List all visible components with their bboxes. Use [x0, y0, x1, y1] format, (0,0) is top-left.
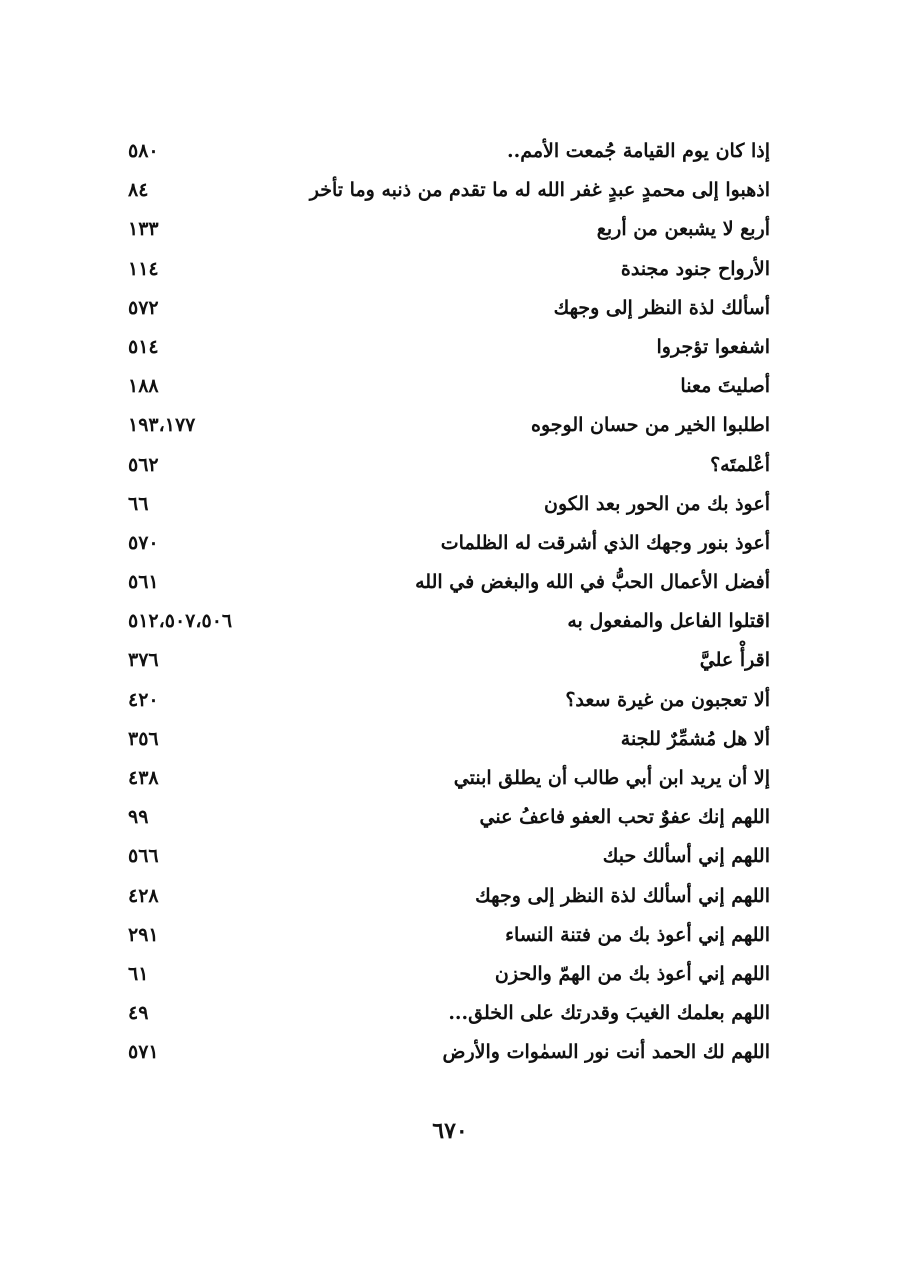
index-entry: [120, 252, 770, 291]
entry-text: اللهم لك الحمد أنت نور السمٰوات والأرض: [442, 1041, 770, 1064]
index-entry: [120, 1035, 770, 1074]
index-entry: [120, 800, 770, 839]
page-number: ٦٧٠: [432, 1118, 468, 1144]
entry-page-numbers: ١١٤: [128, 257, 159, 280]
entry-page-numbers: ٦١: [128, 962, 149, 985]
index-entry: [120, 448, 770, 487]
entry-page-numbers: ٤٢٠: [128, 688, 159, 711]
index-entry: [120, 134, 770, 173]
entry-page-numbers: ٤٣٨: [128, 767, 159, 789]
entry-text: أسألك لذة النظر إلى وجهك: [553, 296, 770, 319]
index-entry: [120, 369, 770, 408]
entry-page-numbers: ١٨٨: [128, 375, 159, 398]
entry-text: إلا أن يريد ابن أبي طالب أن يطلق ابنتي: [453, 767, 770, 789]
index-entry: [120, 604, 770, 643]
entry-text: أربع لا يشبعن من أربع: [596, 218, 770, 241]
entry-page-numbers: ٢٩١: [128, 923, 159, 946]
index-entry: [120, 683, 770, 722]
entry-page-numbers: ٥٨٠: [128, 140, 159, 162]
index-entry: [120, 879, 770, 918]
index-entry: [120, 996, 770, 1035]
entry-page-numbers: ٥٦٦: [128, 845, 159, 868]
index-entry: [120, 839, 770, 878]
entry-text: أعْلمتَه؟: [710, 453, 770, 476]
entry-page-numbers: ٩٩: [128, 806, 149, 829]
index-entry: [120, 212, 770, 251]
index-entry: [120, 330, 770, 369]
entry-text: اللهم إني أسألك حبك: [602, 845, 770, 868]
entry-page-numbers: ٤٢٨: [128, 884, 159, 907]
entry-text: اللهم إني أعوذ بك من فتنة النساء: [505, 923, 770, 946]
index-entry: [120, 565, 770, 604]
entry-page-numbers: ١٩٣،١٧٧: [128, 414, 196, 437]
entry-text: ألا هل مُشمِّرٌ للجنة: [620, 727, 770, 750]
entry-text: أفضل الأعمال الحبُّ في الله والبغض في الله: [415, 571, 770, 594]
entry-page-numbers: ٣٥٦: [128, 727, 159, 750]
entry-page-numbers: ٥١٢،٥٠٧،٥٠٦: [128, 610, 233, 633]
index-entry: [120, 526, 770, 565]
entry-text: اقرأْ عليَّ: [699, 649, 770, 672]
index-entry: [120, 408, 770, 447]
entry-page-numbers: ١٣٣: [128, 218, 159, 241]
entry-page-numbers: ٥٧٢: [128, 296, 159, 319]
entry-text: اللهم إني أعوذ بك من الهمّ والحزن: [494, 962, 770, 985]
entry-page-numbers: ٥٧٠: [128, 531, 159, 554]
entry-text: اشفعوا تؤجروا: [656, 335, 770, 358]
hadith-index-list: [120, 134, 770, 1075]
entry-page-numbers: ٥٦١: [128, 571, 159, 594]
index-entry: [120, 173, 770, 212]
entry-page-numbers: ٣٧٦: [128, 649, 159, 672]
entry-page-numbers: ٤٩: [128, 1002, 149, 1025]
entry-text: اللهم إنك عفوٌ تحب العفو فاعفُ عني: [479, 806, 770, 829]
entry-text: اقتلوا الفاعل والمفعول به: [567, 610, 770, 633]
entry-page-numbers: ٥٧١: [128, 1041, 159, 1064]
entry-text: الأرواح جنود مجندة: [620, 257, 770, 280]
entry-text: إذا كان يوم القيامة جُمعت الأمم..: [506, 140, 770, 162]
entry-page-numbers: ٨٤: [128, 179, 149, 202]
index-entry: [120, 761, 770, 800]
index-entry: [120, 918, 770, 957]
entry-text: اللهم إني أسألك لذة النظر إلى وجهك: [475, 884, 770, 907]
entry-page-numbers: ٥٦٢: [128, 453, 159, 476]
entry-text: ألا تعجبون من غيرة سعد؟: [565, 688, 770, 711]
entry-text: اذهبوا إلى محمدٍ عبدٍ غفر الله له ما تقدم من ذنبه وما تأخر: [309, 179, 770, 202]
entry-text: اطلبوا الخير من حسان الوجوه: [530, 414, 770, 437]
index-entry: [120, 957, 770, 996]
index-entry: [120, 643, 770, 682]
entry-text: أعوذ بك من الحور بعد الكون: [544, 492, 770, 515]
entry-text: اللهم بعلمك الغيبَ وقدرتك على الخلق...: [448, 1002, 770, 1025]
entry-text: أعوذ بنور وجهك الذي أشرقت له الظلمات: [440, 531, 770, 554]
index-entry: [120, 722, 770, 761]
index-entry: [120, 487, 770, 526]
entry-text: أصليتَ معنا: [680, 375, 770, 398]
entry-page-numbers: ٥١٤: [128, 335, 159, 358]
entry-page-numbers: ٦٦: [128, 492, 149, 515]
index-entry: [120, 291, 770, 330]
